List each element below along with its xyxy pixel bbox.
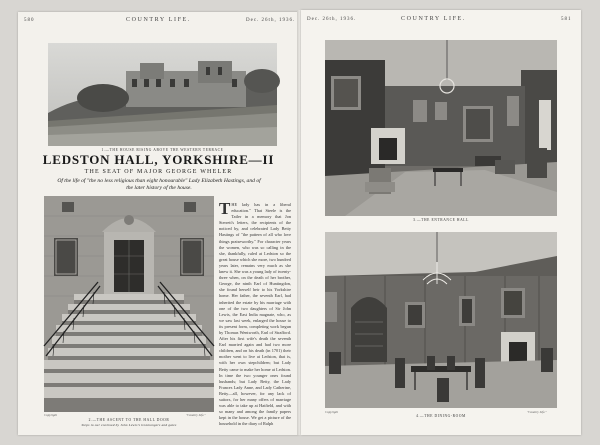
photo-entrance-hall — [325, 40, 557, 216]
left-page — [18, 12, 299, 435]
body-text: HE lady has in a liberal education." That Steele is the Tatler in a memory that Jon Sterrett's letters, the recipients of the noticed by, and celebrated Lady Betty Hastings of "the pattern of all who love things praiseworthy." For character years the women, who was so calling in the she, thankfully, ruled at Ledston so the great house which she more, two hundred years later, remains very much as she knew it. She was a young lady of twenty-three when, on the death of her brother, George, the ninth Earl of Huntingdon, she found herself heir to his Yorkshire home. Her father, the seventh Earl, had inherited the estate by his marriage with one of the two daughters of Sir John Lewis, the East India magnate, who, as we saw last week, enlarged the house to its present form, completing work begun by Thomas Wentworth, Earl of Strafford. After his first wife's death the seventh Earl married again and had two more children, and on his death (in 1701) their mother went to live at Ledston, that is, with her own stepchildren; but Lady Betty came to make her home at Ledston. In time the two younger ones found husbands; but Lady Betty, the Lady Frances Lady Anne, and Lady Catherine, Betty—all, however, for any lack of suitors, for her many offers of marriage was able to take up at Hatfield, and with so many and among the family papers kept in the house. We get a picture of the household in the diary of Ralph — [219, 202, 291, 427]
body-dropcap: T — [219, 199, 231, 218]
page-number-right: 581 — [561, 17, 572, 22]
page-number-left: 580 — [24, 18, 35, 23]
photo-dining-room — [325, 232, 557, 408]
credit-copyright-right: Copyright — [325, 410, 338, 414]
photo-ascent-hall-door — [44, 196, 214, 412]
date-left: Dec. 26th, 1936. — [246, 18, 296, 23]
right-page — [301, 10, 581, 435]
photo-house-terrace — [48, 43, 277, 146]
fig2-subcaption: Steps to our enclosed by John Lewis's ironmongers and gates — [81, 423, 177, 427]
article-body-column — [219, 199, 291, 427]
article-title: LEDSTON HALL, YORKSHIRE—II — [42, 152, 275, 167]
credit-country-life-right: "Country Life." — [527, 410, 547, 414]
credit-copyright-left: Copyright — [44, 413, 57, 417]
fig2-caption: 2.—THE ASCENT TO THE HALL DOOR — [88, 418, 170, 422]
running-head-right: COUNTRY LIFE. — [401, 16, 466, 22]
fig1-caption: 1.—THE HOUSE RISING ABOVE THE WESTERN TERRACE — [101, 148, 224, 152]
running-head-left: COUNTRY LIFE. — [126, 17, 191, 23]
article-lede: Of the life of "the no less religious than eight honourable" Lady Elizabeth Hastings, and of the later history of the house. — [57, 178, 261, 191]
fig4-caption: 4.—THE DINING-ROOM — [416, 414, 466, 418]
credit-country-life-left: "Country Life." — [186, 413, 206, 417]
date-right: Dec. 26th, 1936. — [307, 17, 357, 22]
fig3-caption: 3.—THE ENTRANCE HALL — [413, 218, 469, 222]
article-subtitle: THE SEAT OF MAJOR GEORGE WHELER — [84, 169, 233, 175]
